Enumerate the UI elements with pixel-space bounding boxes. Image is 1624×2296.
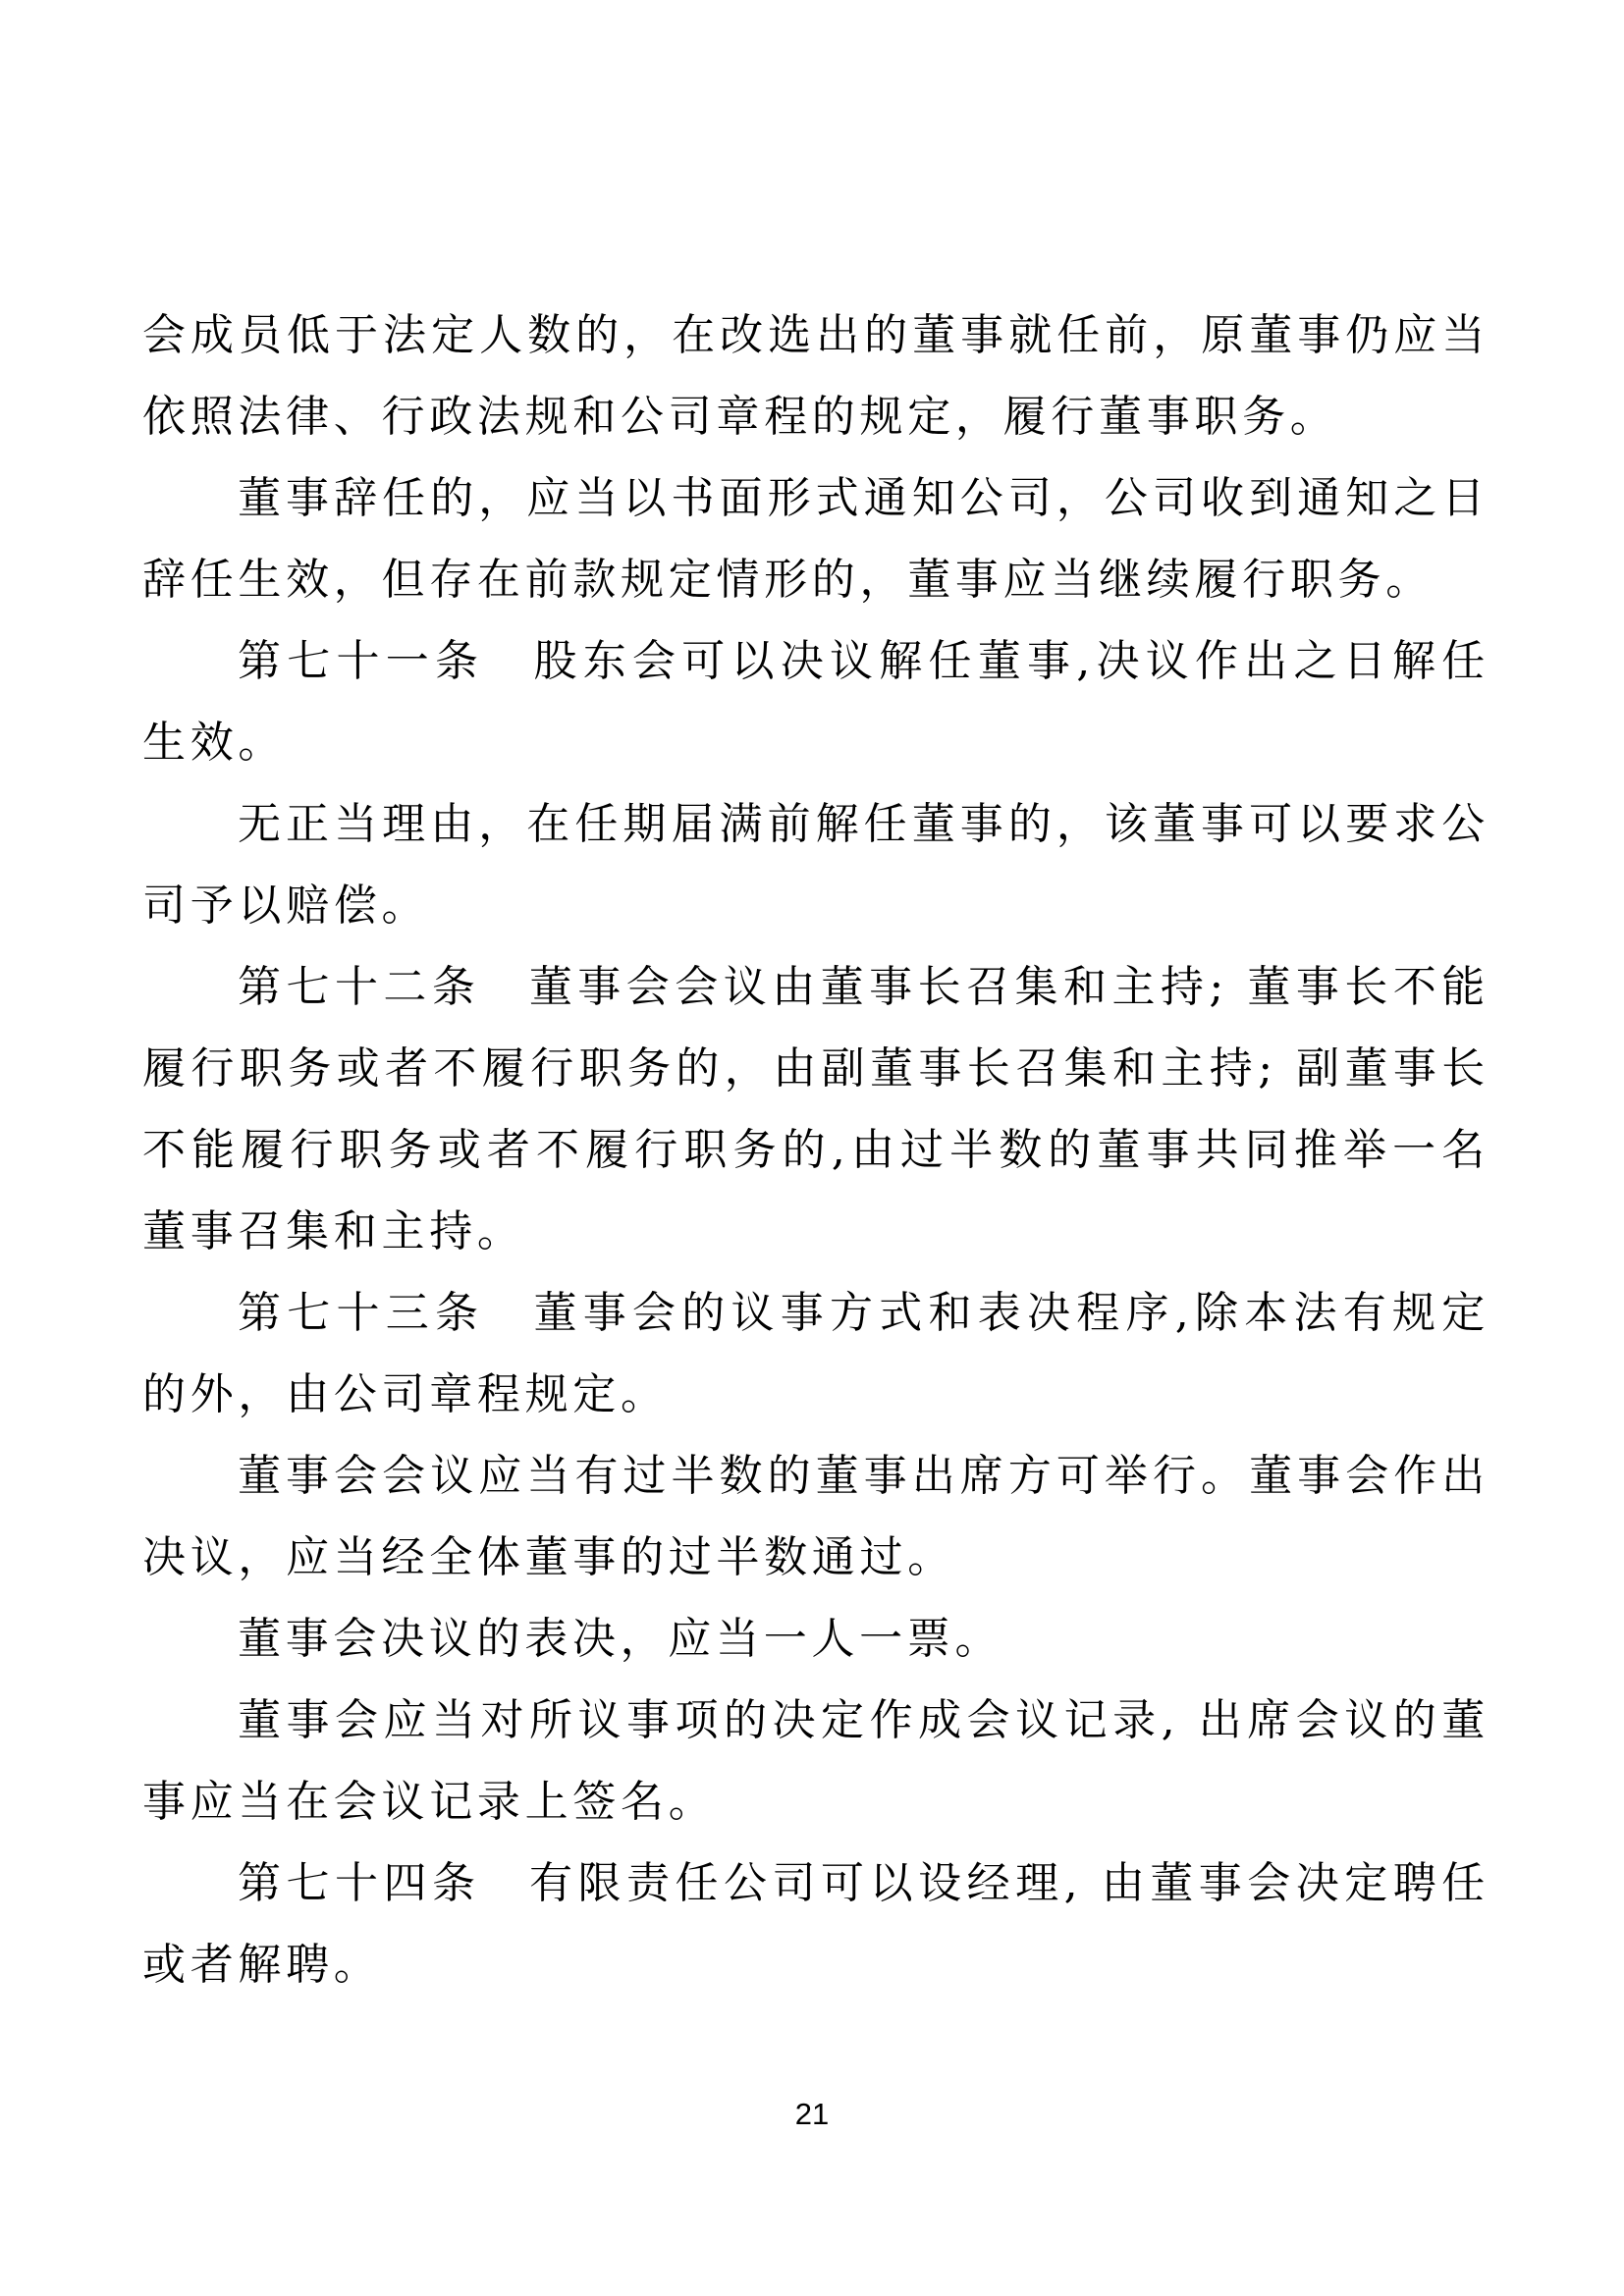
page-number: 21 [794, 2097, 830, 2131]
paragraph: 第七十四条 有限责任公司可以设经理, 由董事会决定聘任或者解聘。 [142, 1858, 1489, 1990]
paragraph: 第七十一条 股东会可以决议解任董事,决议作出之日解任生效。 [142, 636, 1489, 768]
paragraph: 董事辞任的，应当以书面形式通知公司，公司收到通知之日辞任生效，但存在前款规定情形的，董事应当继续履行职务。 [142, 473, 1489, 605]
document-body [142, 294, 1489, 2005]
paragraph: 第七十三条 董事会的议事方式和表决程序,除本法有规定的外，由公司章程规定。 [142, 1288, 1489, 1419]
paragraph: 董事会应当对所议事项的决定作成会议记录, 出席会议的董事应当在会议记录上签名。 [142, 1695, 1489, 1827]
paragraph: 无正当理由，在任期届满前解任董事的，该董事可以要求公司予以赔偿。 [142, 799, 1489, 931]
paragraph: 第七十二条 董事会会议由董事长召集和主持; 董事长不能履行职务或者不履行职务的，由副董事长召集和主持; 副董事长不能履行职务或者不履行职务的,由过半数的董事共同推举一名董事召集和主持。 [142, 962, 1489, 1256]
paragraph: 董事会决议的表决，应当一人一票。 [238, 1614, 1003, 1664]
paragraph: 会成员低于法定人数的，在改选出的董事就任前，原董事仍应当依照法律、行政法规和公司章程的规定，履行董事职务。 [142, 310, 1489, 442]
paragraph: 董事会会议应当有过半数的董事出席方可举行。董事会作出决议，应当经全体董事的过半数通过。 [142, 1451, 1489, 1582]
